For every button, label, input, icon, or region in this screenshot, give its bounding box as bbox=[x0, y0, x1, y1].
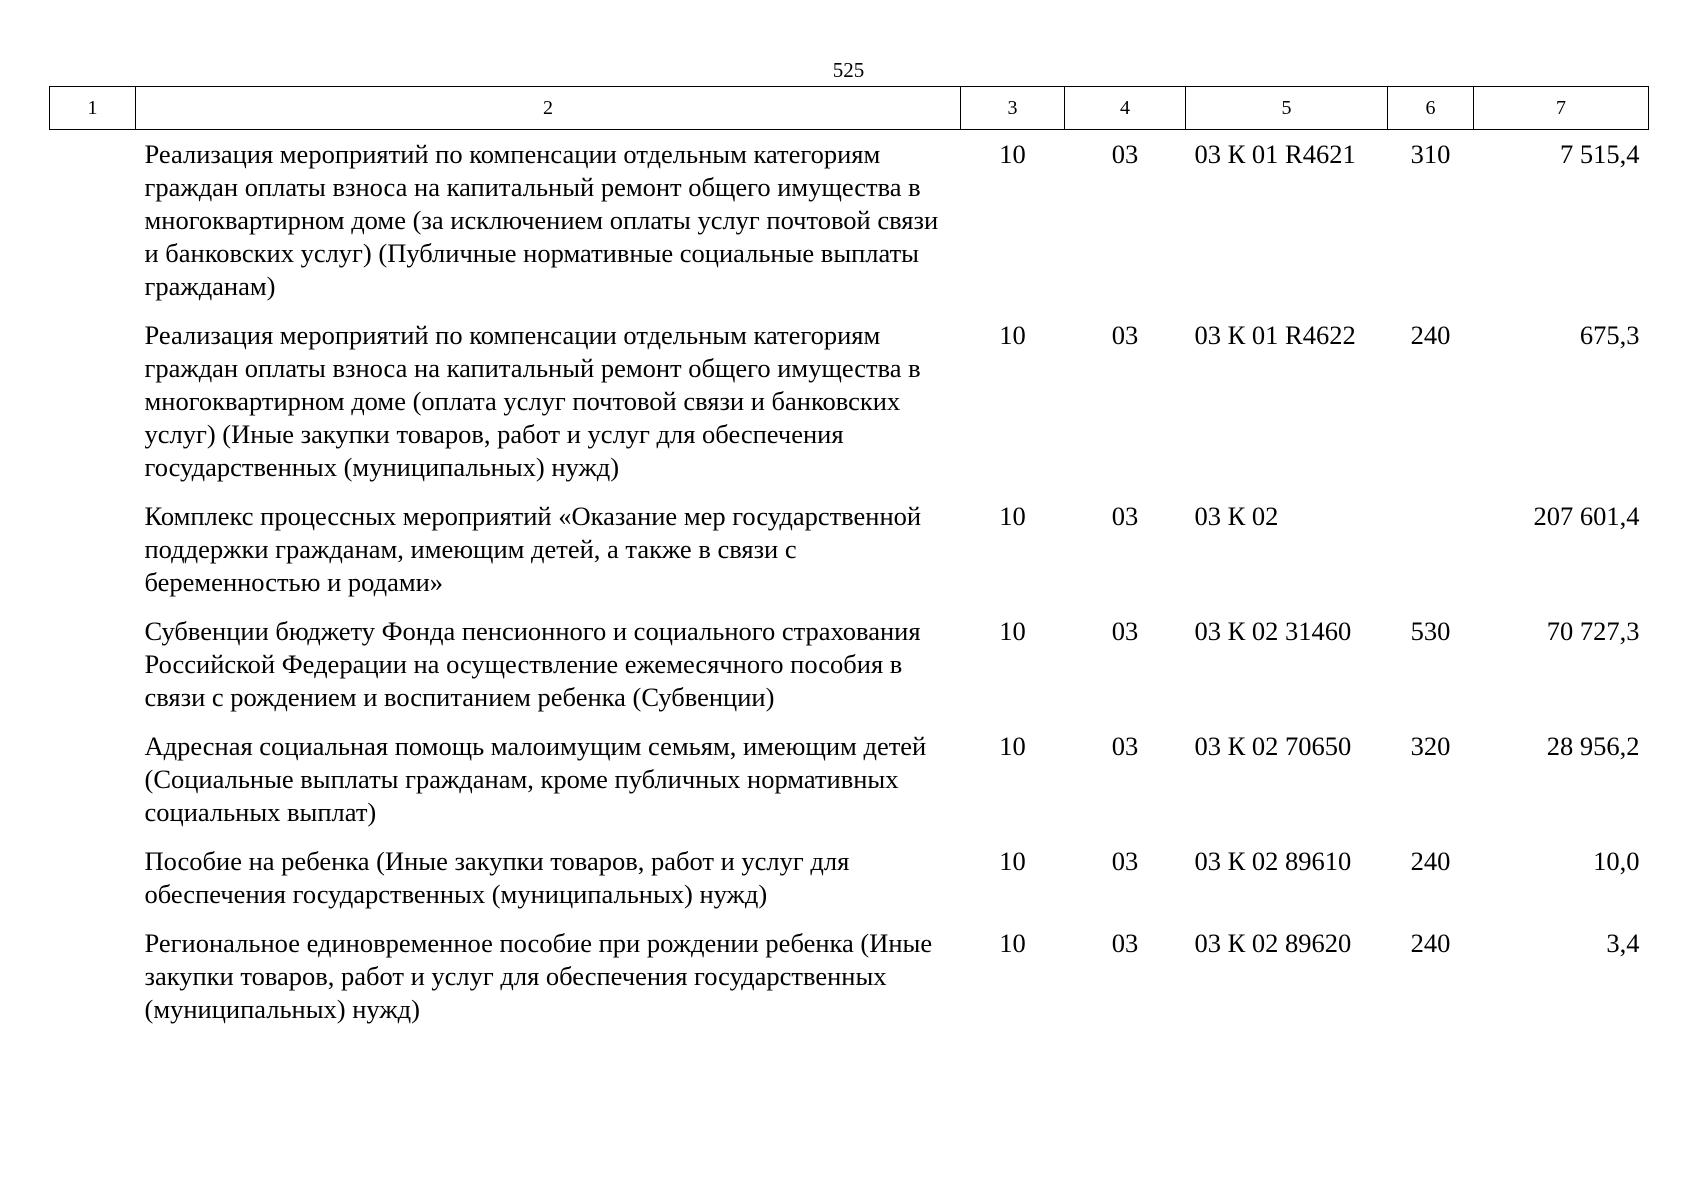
row-subsection: 03 bbox=[1111, 616, 1139, 646]
header-col-4: 4 bbox=[1065, 87, 1186, 130]
row-target-article: 03 К 02 70650 bbox=[1194, 731, 1352, 761]
row-subsection: 03 bbox=[1111, 501, 1139, 531]
row-name: Региональное единовременное пособие при рождении ребенка (Иные закупки товаров, работ и услуг для обеспечения государственных (муниципальных) нужд) bbox=[144, 928, 933, 1024]
row-amount: 3,4 bbox=[1606, 928, 1640, 958]
row-expense-type: 310 bbox=[1410, 139, 1451, 169]
budget-table bbox=[49, 86, 1649, 1042]
row-target-article: 03 К 02 89620 bbox=[1194, 928, 1352, 958]
header-row bbox=[50, 87, 1649, 130]
row-expense-type: 530 bbox=[1410, 616, 1451, 646]
row-amount: 7 515,4 bbox=[1560, 139, 1640, 169]
row-number-cell bbox=[50, 845, 136, 927]
page-number: 525 bbox=[832, 58, 865, 82]
row-expense-type bbox=[1388, 500, 1474, 615]
row-name: Реализация мероприятий по компенсации отдельным категориям граждан оплаты взноса на капитальный ремонт общего имущества в многоквартирном доме (оплата услуг почтовой связи и банковских услуг) (Иные закупки товаров, работ и услуг для обеспечения государственных (муниципальных) нужд) bbox=[144, 320, 921, 482]
row-amount: 207 601,4 bbox=[1533, 501, 1640, 531]
row-expense-type: 240 bbox=[1410, 846, 1451, 876]
row-number-cell bbox=[50, 500, 136, 615]
table-row bbox=[50, 500, 1649, 615]
row-section: 10 bbox=[999, 846, 1026, 876]
header-col-5: 5 bbox=[1186, 87, 1388, 130]
row-section: 10 bbox=[999, 731, 1026, 761]
row-number-cell bbox=[50, 130, 136, 320]
row-amount: 28 956,2 bbox=[1546, 731, 1640, 761]
header-col-7: 7 bbox=[1474, 87, 1649, 130]
table-row bbox=[50, 730, 1649, 845]
row-section: 10 bbox=[999, 616, 1026, 646]
row-target-article: 03 К 02 bbox=[1194, 501, 1279, 531]
row-target-article: 03 К 01 R4621 bbox=[1194, 139, 1356, 169]
header-col-2: 2 bbox=[136, 87, 961, 130]
row-subsection: 03 bbox=[1111, 139, 1139, 169]
row-section: 10 bbox=[999, 139, 1026, 169]
table-row bbox=[50, 615, 1649, 730]
row-name: Пособие на ребенка (Иные закупки товаров, работ и услуг для обеспечения государственных (муниципальных) нужд) bbox=[144, 846, 850, 909]
row-target-article: 03 К 02 89610 bbox=[1194, 846, 1352, 876]
table-row bbox=[50, 845, 1649, 927]
row-amount: 70 727,3 bbox=[1546, 616, 1640, 646]
row-target-article: 03 К 02 31460 bbox=[1194, 616, 1352, 646]
row-name: Комплекс процессных мероприятий «Оказание мер государственной поддержки гражданам, имеющим детей, а также в связи с беременностью и родами» bbox=[144, 501, 922, 597]
header-col-3: 3 bbox=[961, 87, 1065, 130]
row-number-cell bbox=[50, 319, 136, 500]
header-col-1: 1 bbox=[50, 87, 136, 130]
table-row bbox=[50, 927, 1649, 1042]
row-name: Субвенции бюджету Фонда пенсионного и социального страхования Российской Федерации на осуществление ежемесячного пособия в связи с рождением и воспитанием ребенка (Субвенции) bbox=[144, 616, 921, 712]
row-amount: 675,3 bbox=[1579, 320, 1640, 350]
row-subsection: 03 bbox=[1111, 928, 1139, 958]
row-subsection: 03 bbox=[1111, 731, 1139, 761]
row-expense-type: 320 bbox=[1410, 731, 1451, 761]
row-target-article: 03 К 01 R4622 bbox=[1194, 320, 1356, 350]
row-number-cell bbox=[50, 927, 136, 1042]
row-amount: 10,0 bbox=[1593, 846, 1640, 876]
row-subsection: 03 bbox=[1111, 320, 1139, 350]
row-expense-type: 240 bbox=[1410, 928, 1451, 958]
row-number-cell bbox=[50, 615, 136, 730]
row-section: 10 bbox=[999, 928, 1026, 958]
row-section: 10 bbox=[999, 501, 1026, 531]
header-col-6: 6 bbox=[1388, 87, 1474, 130]
row-section: 10 bbox=[999, 320, 1026, 350]
row-subsection: 03 bbox=[1111, 846, 1139, 876]
table-row bbox=[50, 319, 1649, 500]
row-name: Адресная социальная помощь малоимущим семьям, имеющим детей (Социальные выплаты гражданам, кроме публичных нормативных социальных выплат) bbox=[144, 731, 927, 827]
row-expense-type: 240 bbox=[1410, 320, 1451, 350]
row-number-cell bbox=[50, 730, 136, 845]
table-row bbox=[50, 130, 1649, 320]
row-name: Реализация мероприятий по компенсации отдельным категориям граждан оплаты взноса на капитальный ремонт общего имущества в многоквартирном доме (за исключением оплаты услуг почтовой связи и банковских услуг) (Публичные нормативные социальные выплаты гражданам) bbox=[144, 139, 939, 301]
